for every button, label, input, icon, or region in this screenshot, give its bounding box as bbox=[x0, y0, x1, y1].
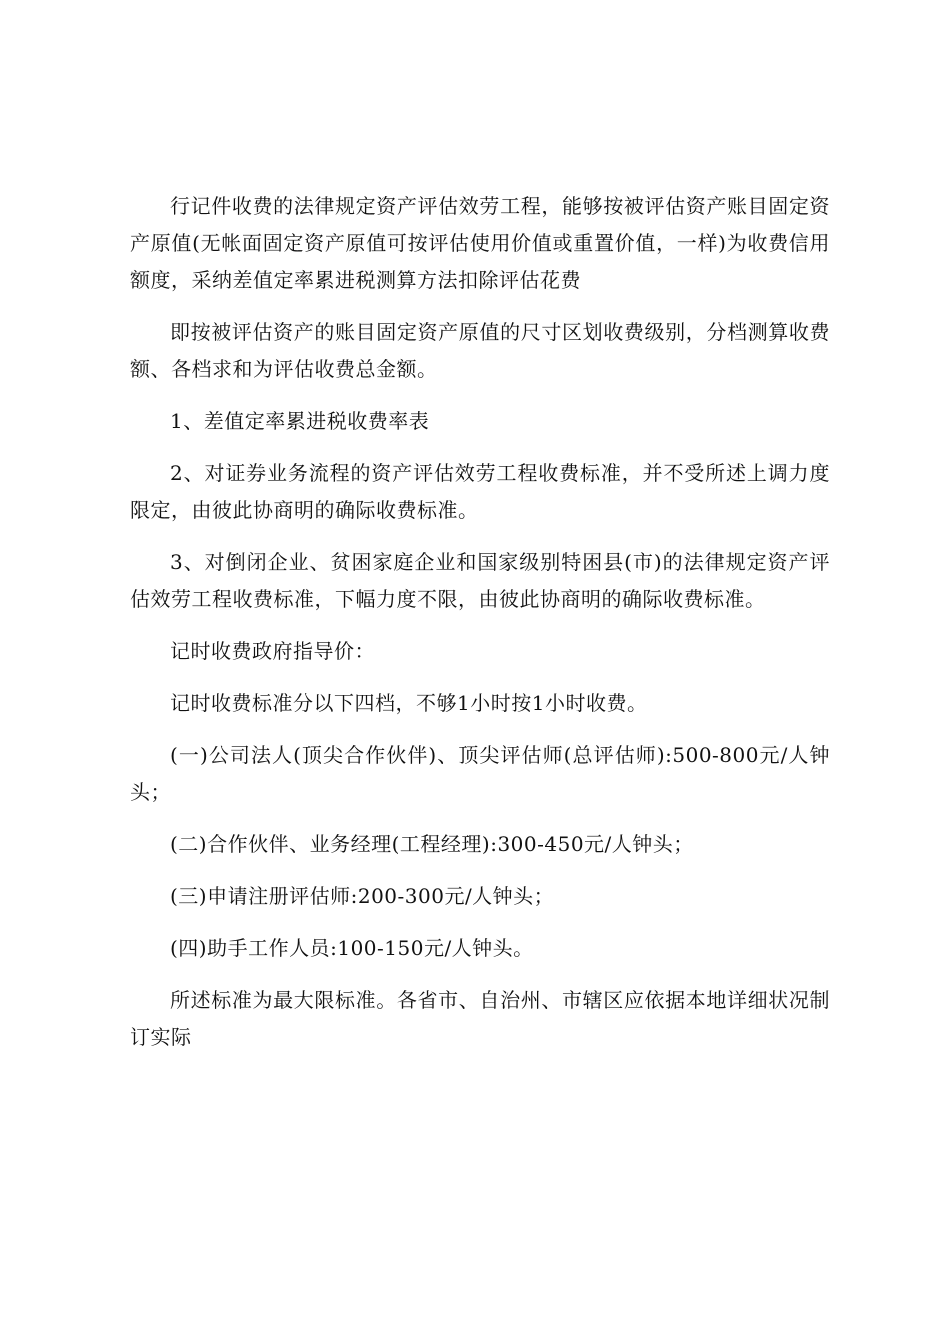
paragraph-item-2: 2、对证券业务流程的资产评估效劳工程收费标准，并不受所述上调力度限定，由彼此协商明的确际收费标准。 bbox=[130, 461, 830, 522]
paragraph-tier-2: (二)合作伙伴、业务经理(工程经理):300-450元/人钟头； bbox=[170, 832, 694, 856]
paragraph-hourly-heading: 记时收费政府指导价： bbox=[170, 639, 375, 663]
paragraph-tier-1: (一)公司法人(顶尖合作伙伴)、顶尖评估师(总评估师):500-800元/人钟头； bbox=[130, 743, 830, 804]
paragraph-fee-rule: 行记件收费的法律规定资产评估效劳工程，能够按被评估资产账目固定资产原值(无帐面固定资产原值可按评估使用价值或重置价值，一样)为收费信用额度，采纳差值定率累进税测算方法扣除评估花费 bbox=[130, 194, 830, 292]
paragraph-item-1: 1、差值定率累进税收费率表 bbox=[170, 409, 430, 433]
paragraph-closing: 所述标准为最大限标准。各省市、自治州、市辖区应依据本地详细状况制订实际 bbox=[130, 988, 830, 1049]
paragraph-item-3: 3、对倒闭企业、贫困家庭企业和国家级别特困县(市)的法律规定资产评估效劳工程收费标准，下幅力度不限，由彼此协商明的确际收费标准。 bbox=[130, 550, 830, 611]
paragraph-hourly-intro: 记时收费标准分以下四档，不够1小时按1小时收费。 bbox=[170, 691, 648, 715]
document-page bbox=[130, 188, 830, 1071]
paragraph-tier-3: (三)申请注册评估师:200-300元/人钟头； bbox=[170, 884, 555, 908]
paragraph-tier-4: (四)助手工作人员:100-150元/人钟头。 bbox=[170, 936, 534, 960]
paragraph-fee-tiers: 即按被评估资产的账目固定资产原值的尺寸区划收费级别，分档测算收费额、各档求和为评估收费总金额。 bbox=[130, 320, 830, 381]
